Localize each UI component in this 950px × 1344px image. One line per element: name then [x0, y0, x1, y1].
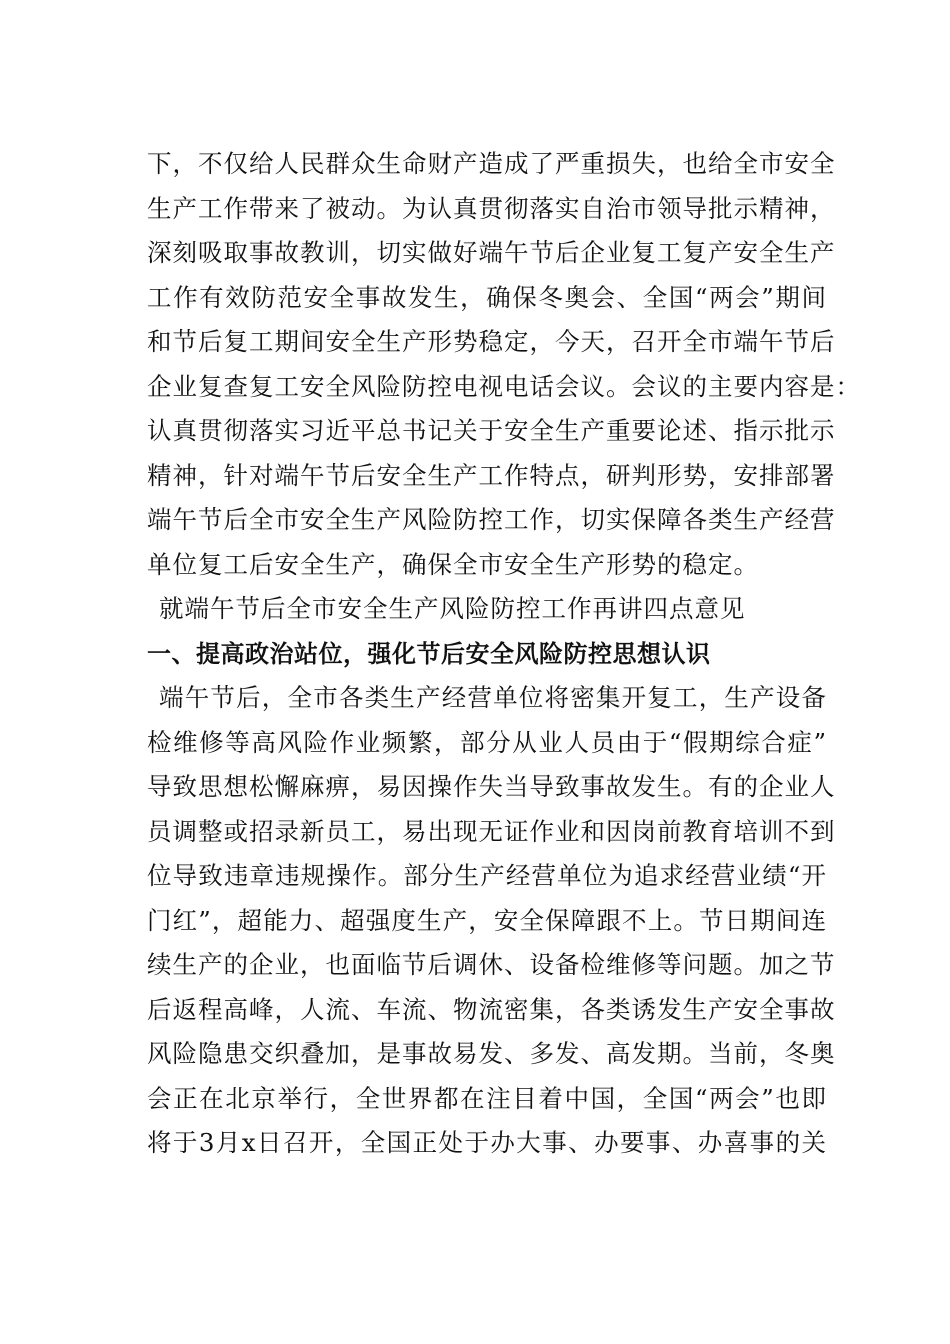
paragraph-3-line: 将于3月x日召开，全国正处于办大事、办要事、办喜事的关: [147, 1128, 827, 1157]
paragraph-3-line: 会正在北京举行，全世界都在注目着中国，全国“两会”也即: [147, 1083, 827, 1113]
paragraph-1-line: 深刻吸取事故教训，切实做好端午节后企业复工复产安全生产: [147, 238, 836, 267]
paragraph-1-line: 生产工作带来了被动。为认真贯彻落实自治市领导批示精神，: [147, 193, 836, 223]
paragraph-3-line: 风险隐患交织叠加，是事故易发、多发、高发期。当前，冬奥: [147, 1039, 836, 1068]
paragraph-3-line: 导致思想松懈麻痹，易因操作失当导致事故发生。有的企业人: [147, 772, 836, 801]
paragraph-1-line: 认真贯彻落实习近平总书记关于安全生产重要论述、指示批示: [147, 416, 836, 445]
paragraph-1-line: 下，不仅给人民群众生命财产造成了严重损失，也给全市安全: [147, 149, 836, 178]
paragraph-3-line: 员调整或招录新员工，易出现无证作业和因岗前教育培训不到: [147, 816, 836, 846]
paragraph-3-line: 续生产的企业，也面临节后调休、设备检维修等问题。加之节: [147, 950, 836, 979]
paragraph-1-line: 工作有效防范安全事故发生，确保冬奥会、全国“两会”期间: [147, 282, 827, 312]
paragraph-3-line: 门红”，超能力、超强度生产，安全保障跟不上。节日期间连: [147, 905, 827, 935]
paragraph-3-line: 位导致违章违规操作。部分生产经营单位为追求经营业绩“开: [147, 861, 827, 890]
paragraph-1-line: 企业复查复工安全风险防控电视电话会议。会议的主要内容是：: [147, 371, 861, 401]
paragraph-1-line: 单位复工后安全生产，确保全市安全生产形势的稳定。: [147, 549, 759, 579]
paragraph-1: [147, 142, 861, 587]
paragraph-3-line: 后返程高峰，人流、车流、物流密集，各类诱发生产安全事故: [147, 994, 836, 1024]
paragraph-3-line: 检维修等高风险作业频繁，部分从业人员由于“假期综合症”: [147, 727, 827, 757]
section-heading-1: 一、提高政治站位，强化节后安全风险防控思想认识: [147, 639, 711, 668]
paragraph-3: [147, 676, 836, 1166]
document-body: [147, 142, 861, 1166]
paragraph-1-line: 精神，针对端午节后安全生产工作特点，研判形势，安排部署: [147, 460, 836, 490]
paragraph-1-line: 端午节后全市安全生产风险防控工作，切实保障各类生产经营: [147, 505, 836, 534]
paragraph-1-line: 和节后复工期间安全生产形势稳定，今天，召开全市端午节后: [147, 327, 836, 356]
paragraph-3-line: 端午节后，全市各类生产经营单位将密集开复工，生产设备: [159, 683, 827, 712]
paragraph-2: 就端午节后全市安全生产风险防控工作再讲四点意见: [159, 594, 746, 623]
